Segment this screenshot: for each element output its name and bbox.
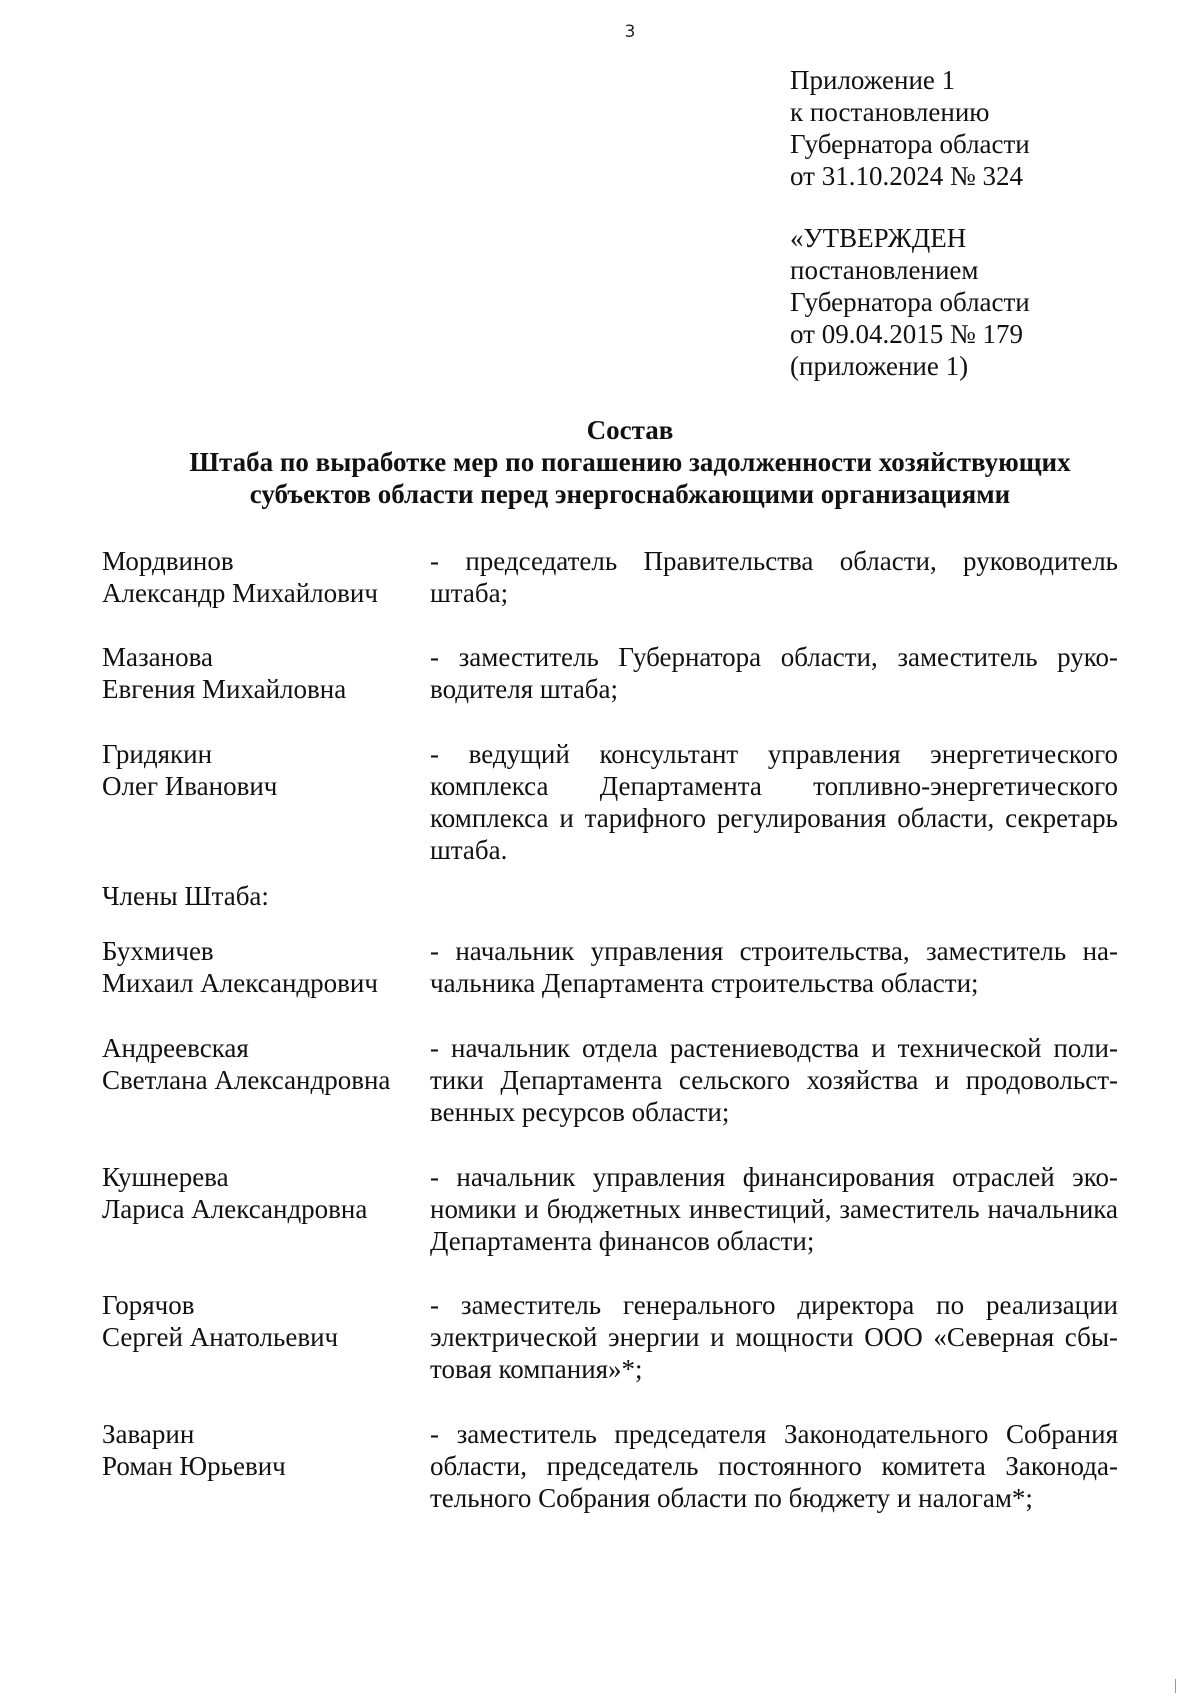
approved-line: Губернатора области xyxy=(790,287,1030,317)
page-number: 3 xyxy=(624,22,636,42)
members-heading: Члены Штаба: xyxy=(102,881,269,911)
surname: Заварин xyxy=(102,1419,195,1449)
position-description: - заместитель Губернатора области, заместитель руководителя штаба; xyxy=(430,642,1118,704)
position-description: - ведущий консультант управления энергетического комплекса Департамента топливно-энергетического комплекса и тарифного регулирования области, секретарь штаба. xyxy=(430,739,1118,865)
given-names: Светлана Александровна xyxy=(102,1065,391,1095)
position-description: - начальник управления строительства, заместитель начальника Департамента строительства области; xyxy=(430,936,1118,998)
person-name xyxy=(102,1289,422,1353)
person-name xyxy=(102,738,422,802)
approval-stamp-text xyxy=(790,222,1030,382)
surname: Андреевская xyxy=(102,1033,249,1063)
position-description: - начальник управления финансирования отраслей экономики и бюджетных инвестиций, заместитель начальника Департамента финансов области; xyxy=(430,1162,1118,1256)
given-names: Михаил Александрович xyxy=(102,968,378,998)
person-name xyxy=(102,1161,422,1225)
surname: Мазанова xyxy=(102,642,213,672)
surname: Мордвинов xyxy=(102,546,234,576)
surname: Гридякин xyxy=(102,739,213,769)
position-description: - заместитель генерального директора по реализации электрической энергии и мощности ООО «Северная сбытовая компания»*; xyxy=(430,1290,1118,1384)
approved-line: от 09.04.2015 № 179 xyxy=(790,319,1023,349)
approved-line: «УТВЕРЖДЕН xyxy=(790,223,967,253)
given-names: Александр Михайлович xyxy=(102,578,378,608)
person-name xyxy=(102,641,422,705)
scan-artifact xyxy=(1040,1683,1080,1693)
position-description: - председатель Правительства области, руководитель штаба; xyxy=(430,546,1118,608)
position-description: - заместитель председателя Законодательного Собрания области, председатель постоянного комитета Законодательного Собрания области по бюджету и налогам*; xyxy=(430,1419,1118,1513)
given-names: Олег Иванович xyxy=(102,771,278,801)
surname: Горячов xyxy=(102,1290,195,1320)
surname: Кушнерева xyxy=(102,1162,229,1192)
annex-line: Губернатора области xyxy=(790,129,1030,159)
annex-line: от 31.10.2024 № 324 xyxy=(790,161,1023,191)
person-name xyxy=(102,935,422,999)
title-line: Состав xyxy=(586,415,674,445)
person-name xyxy=(102,1418,422,1482)
given-names: Евгения Михайловна xyxy=(102,674,347,704)
document-title xyxy=(60,414,1200,510)
annex-line: к постановлению xyxy=(790,97,990,127)
approved-line: постановлением xyxy=(790,255,979,285)
scan-edge-mark xyxy=(1175,1679,1176,1693)
person-name xyxy=(102,1032,422,1096)
title-line: субъектов области перед энергоснабжающими организациями xyxy=(249,479,1011,509)
person-name xyxy=(102,545,422,609)
annex-line: Приложение 1 xyxy=(790,65,956,95)
annex-reference xyxy=(790,64,1030,192)
given-names: Сергей Анатольевич xyxy=(102,1322,339,1352)
title-line: Штаба по выработке мер по погашению задолженности хозяйствующих xyxy=(189,447,1071,477)
given-names: Лариса Александровна xyxy=(102,1194,368,1224)
given-names: Роман Юрьевич xyxy=(102,1451,286,1481)
approved-line: (приложение 1) xyxy=(790,351,969,381)
position-description: - начальник отдела растениеводства и технической политики Департамента сельского хозяйства и продовольственных ресурсов области; xyxy=(430,1033,1118,1127)
surname: Бухмичев xyxy=(102,936,214,966)
